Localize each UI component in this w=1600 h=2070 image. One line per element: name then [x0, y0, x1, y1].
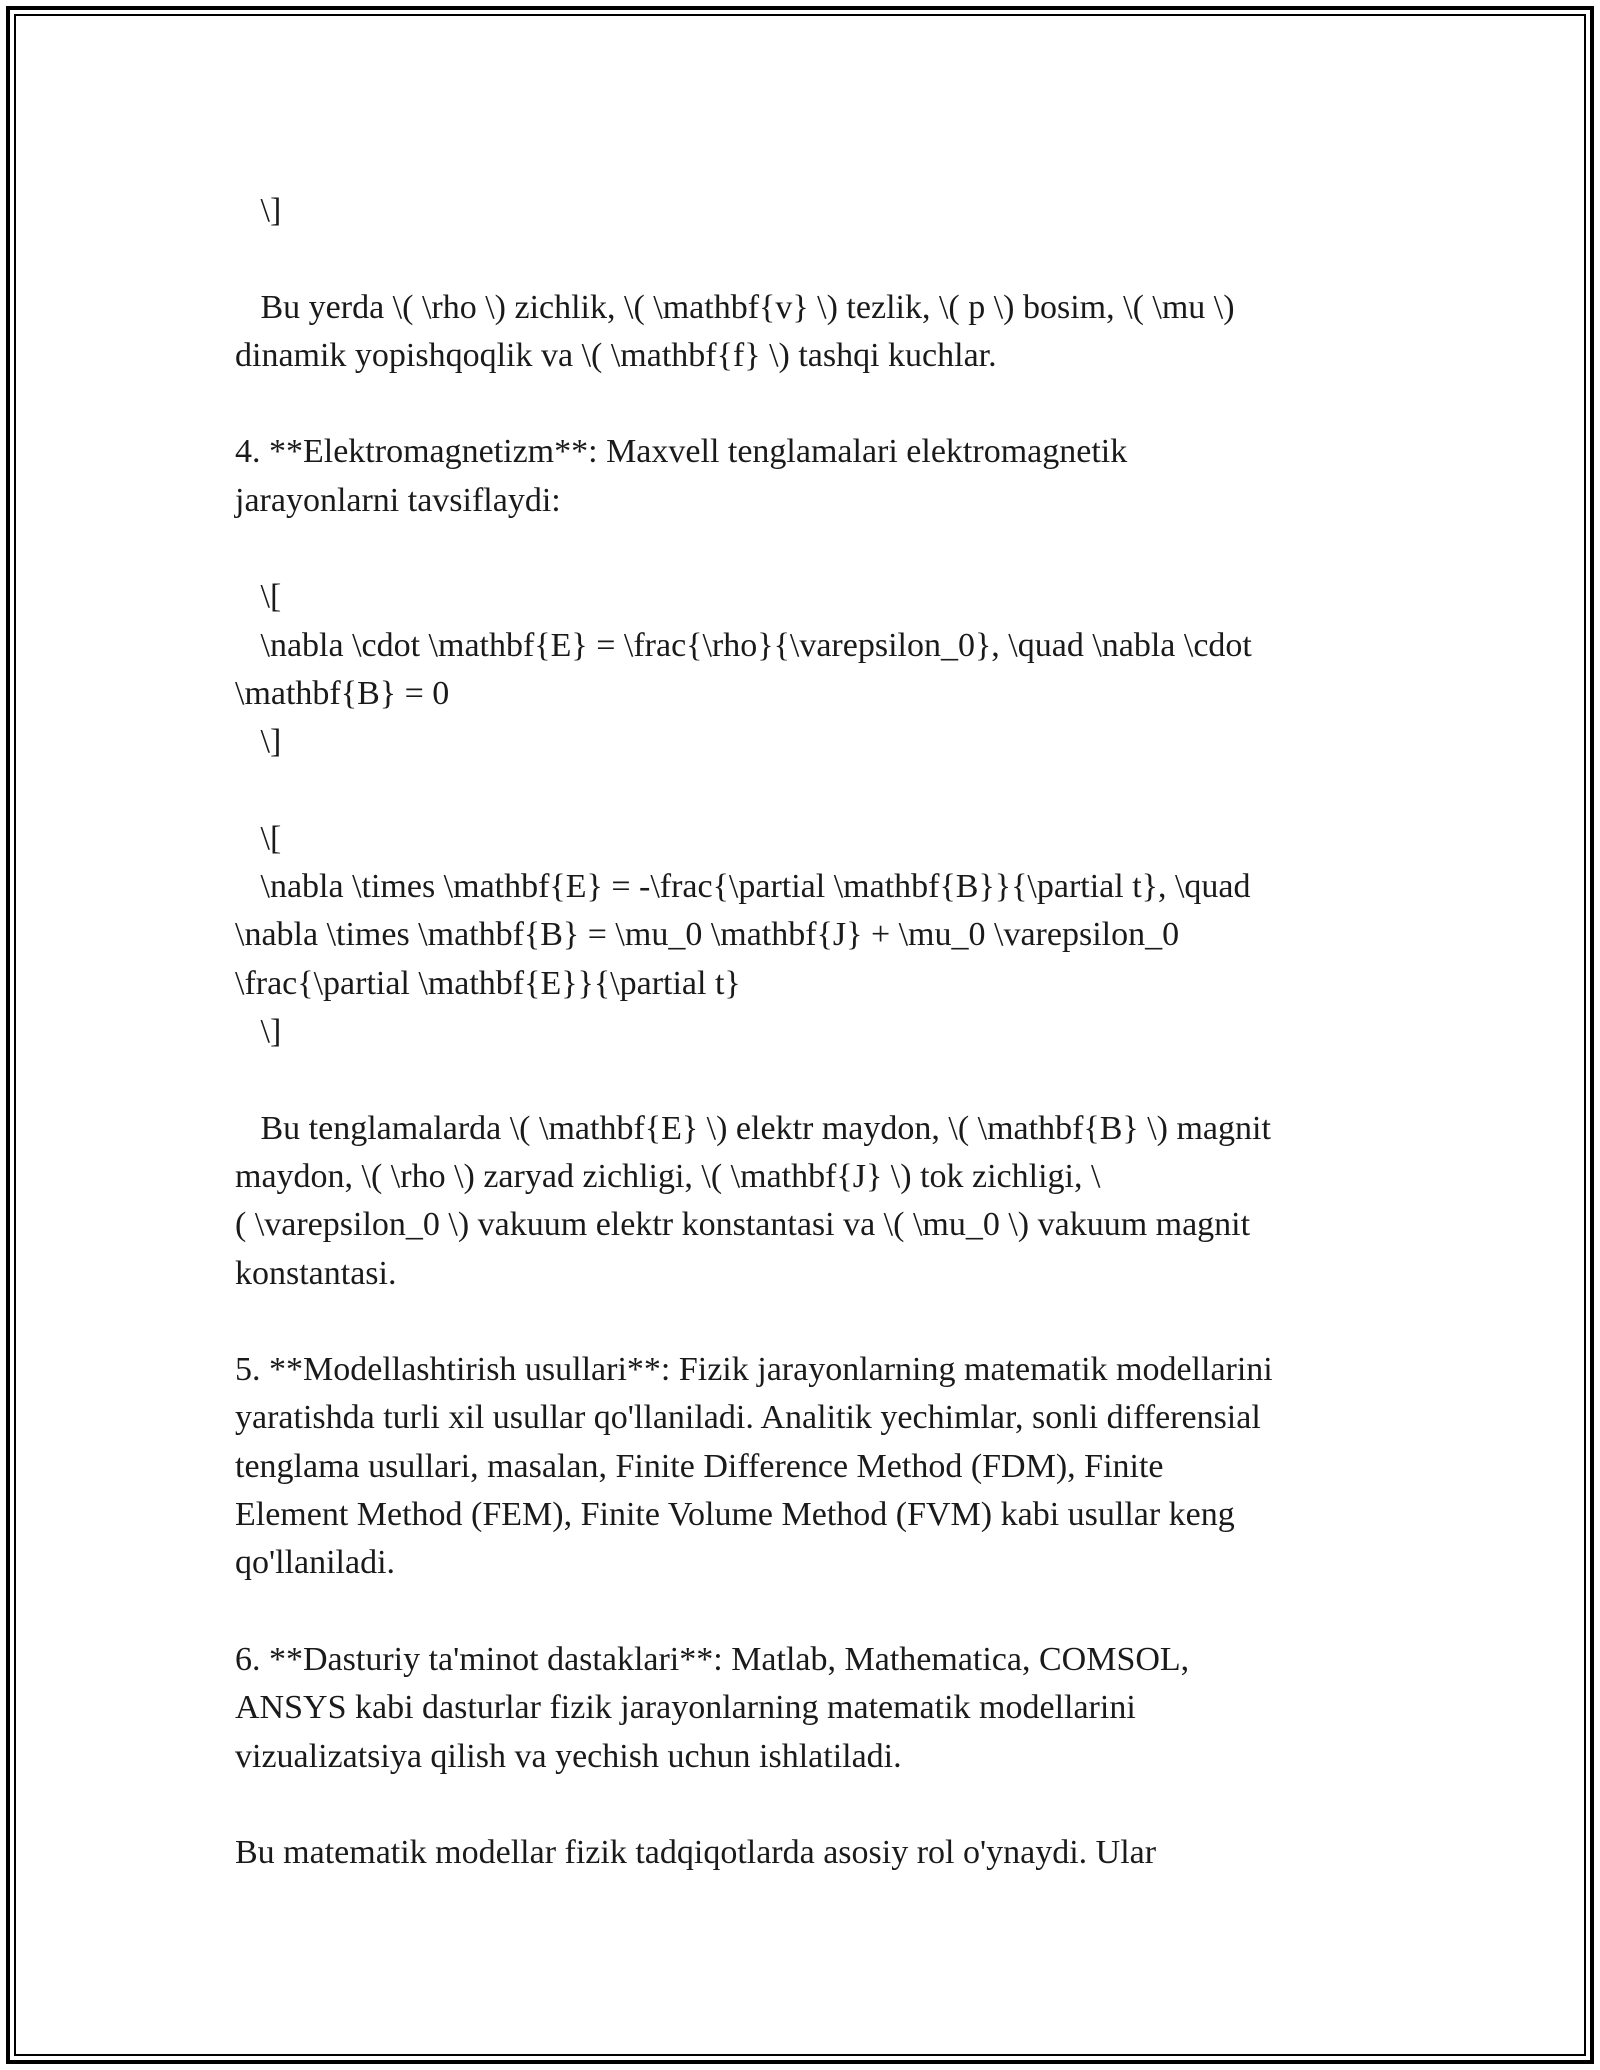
blank-line [235, 1588, 1365, 1636]
blank-line [235, 767, 1365, 815]
text-line: maydon, \( \rho \) zaryad zichligi, \( \mathbf{J} \) tok zichligi, \ [235, 1157, 1101, 1195]
text-line: 4. **Elektromagnetizm**: Maxvell tenglamalari elektromagnetik [235, 433, 1128, 471]
text-line: tenglama usullari, masalan, Finite Difference Method (FDM), Finite [235, 1447, 1164, 1485]
text-line: konstantasi. [235, 1254, 397, 1292]
text-line: vizualizatsiya qilish va yechish uchun ishlatiladi. [235, 1737, 902, 1775]
text-line: \nabla \times \mathbf{B} = \mu_0 \mathbf{J} + \mu_0 \varepsilon_0 [235, 916, 1180, 954]
text-line: dinamik yopishqoqlik va \( \mathbf{f} \) tashqi kuchlar. [235, 336, 997, 374]
text-line: yaratishda turli xil usullar qo'llaniladi. Analitik yechimlar, sonli differensial [235, 1399, 1261, 1437]
blank-line [235, 525, 1365, 573]
text-line: ANSYS kabi dasturlar fizik jarayonlarning matematik modellarini [235, 1689, 1136, 1727]
text-line: Bu yerda \( \rho \) zichlik, \( \mathbf{v} \) tezlik, \( p \) bosim, \( \mu \) [235, 288, 1235, 326]
blank-line [235, 1781, 1365, 1829]
text-line: ( \varepsilon_0 \) vakuum elektr konstantasi va \( \mu_0 \) vakuum magnit [235, 1206, 1251, 1244]
blank-line [235, 1298, 1365, 1346]
document-body [235, 187, 1365, 1877]
text-line: \] [235, 192, 282, 229]
text-line: Bu tenglamalarda \( \mathbf{E} \) elektr maydon, \( \mathbf{B} \) magnit [235, 1109, 1271, 1147]
blank-line [235, 1056, 1365, 1104]
text-line: \] [235, 723, 282, 761]
text-line: Bu matematik modellar fizik tadqiqotlarda asosiy rol o'ynaydi. Ular [235, 1834, 1157, 1872]
text-line: jarayonlarni tavsiflaydi: [235, 481, 561, 519]
text-line: \] [235, 1013, 282, 1051]
text-line: \nabla \times \mathbf{E} = -\frac{\partial \mathbf{B}}{\partial t}, \quad [235, 868, 1251, 906]
text-line: Element Method (FEM), Finite Volume Method (FVM) kabi usullar keng [235, 1496, 1235, 1534]
blank-line [235, 380, 1365, 428]
text-line: 6. **Dasturiy ta'minot dastaklari**: Matlab, Mathematica, COMSOL, [235, 1640, 1190, 1678]
text-line: \nabla \cdot \mathbf{E} = \frac{\rho}{\varepsilon_0}, \quad \nabla \cdot [235, 626, 1252, 664]
text-line: 5. **Modellashtirish usullari**: Fizik jarayonlarning matematik modellarini [235, 1351, 1273, 1389]
text-line: \[ [235, 819, 282, 857]
text-line: \[ [235, 578, 282, 616]
text-line: \mathbf{B} = 0 [235, 674, 450, 712]
text-line: \frac{\partial \mathbf{E}}{\partial t} [235, 964, 741, 1002]
blank-line [235, 235, 1365, 283]
text-line: qo'llaniladi. [235, 1544, 396, 1582]
